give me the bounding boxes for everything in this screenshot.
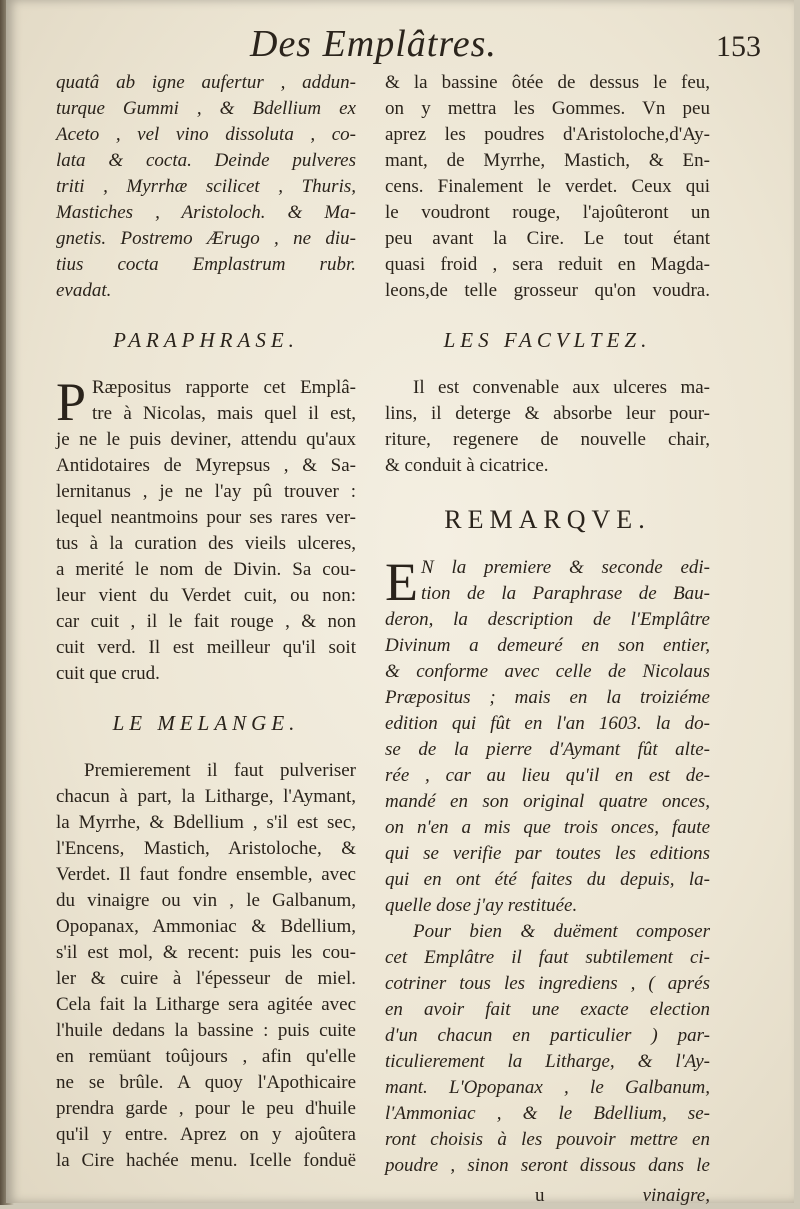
text-line: d'un chacun en particulier ) par- — [385, 1025, 710, 1046]
text-line: lequel neantmoins pour ses rares ver- — [56, 507, 356, 528]
text-line: Pour bien & duëment composer — [413, 921, 710, 942]
text-line: cet Emplâtre il faut subtilement ci- — [385, 947, 710, 968]
text-line: ler & cuire à l'épesseur de miel. — [56, 968, 356, 989]
text-line: quelle dose j'ay restituée. — [385, 895, 578, 916]
text-line: je ne le puis deviner, attendu qu'aux — [56, 429, 356, 450]
text-line: lins, il deterge & absorbe leur pour- — [385, 403, 710, 424]
text-line: & la bassine ôtée de dessus le feu, — [385, 72, 710, 93]
text-line: Mastiches , Aristoloch. & Ma- — [56, 202, 356, 223]
text-line: Opopanax, Ammoniac & Bdellium, — [56, 916, 356, 937]
text-line: ne se brûle. A quoy l'Apothicaire — [56, 1072, 356, 1093]
text-line: qui se verifie par toutes les editions — [385, 843, 710, 864]
text-line: on n'en a mis que trois onces, faute — [385, 817, 710, 838]
text-line: deron, la description de l'Emplâtre — [385, 609, 710, 630]
text-line: Aceto , vel vino dissoluta , co- — [56, 124, 356, 145]
text-line: prendra garde , pour le peu d'huile — [56, 1098, 356, 1119]
text-line: Premierement il faut pulveriser — [84, 760, 356, 781]
text-line: qui en ont été faites du depuis, la- — [385, 869, 710, 890]
text-line: evadat. — [56, 280, 112, 301]
text-line: quasi froid , sera reduit en Magda- — [385, 254, 710, 275]
page-footer — [385, 1183, 710, 1209]
paraphrase-body — [56, 427, 356, 687]
text-line: rée , car au lieu qu'il en est de- — [385, 765, 710, 786]
text-line: lata & cocta. Deinde pulveres — [56, 150, 356, 171]
page-number: 153 — [716, 30, 761, 63]
text-line: chacun à part, la Litharge, l'Aymant, — [56, 786, 356, 807]
text-line: car cuit , il le fait rouge , & non — [56, 611, 356, 632]
text-line: le voudront rouge, l'ajoûteront un — [385, 202, 710, 223]
text-line: a merité le nom de Divin. Sa cou- — [56, 559, 356, 580]
text-line: la Cire hachée menu. Icelle fonduë — [56, 1150, 356, 1171]
text-line: Divinum a demeuré en son entier, — [385, 635, 710, 656]
text-line: N la premiere & seconde edi- — [421, 557, 710, 578]
paraphrase-section — [56, 372, 356, 687]
facultez-heading: LES FACVLTEZ. — [443, 328, 652, 352]
text-line: tre à Nicolas, mais quel il est, — [92, 403, 356, 424]
text-line: leur vient du Verdet cuit, ou non: — [56, 585, 356, 606]
remarque-section — [385, 552, 710, 919]
text-line: leons,de telle grosseur qu'on voudra. — [385, 280, 710, 301]
text-line: on y mettra les Gommes. Vn peu — [385, 98, 710, 119]
paraphrase-heading: PARAPHRASE. — [113, 328, 299, 352]
text-line: tion de la Paraphrase de Bau- — [421, 583, 710, 604]
remarque-first-lines — [385, 552, 710, 612]
text-line: ticulierement la Litharge, & l'Ay- — [385, 1051, 710, 1072]
text-line: Præpositus ; mais en la troiziéme — [385, 687, 710, 708]
text-line: turque Gummi , & Bdellium ex — [56, 98, 356, 119]
text-line: qu'il y entre. Aprez on y ajoûtera — [56, 1124, 356, 1145]
text-line: mant, de Myrrhe, Mastich, & En- — [385, 150, 710, 171]
remarque-drop-cap: E — [385, 552, 418, 612]
melange-heading: LE MELANGE. — [112, 711, 300, 735]
text-line: la Myrrhe, & Bdellium , s'il est sec, — [56, 812, 356, 833]
text-line: en avoir fait une exacte election — [385, 999, 710, 1020]
text-line: lernitanus , je ne l'ay pû trouver : — [56, 481, 356, 502]
text-line: l'Encens, Mastich, Aristoloche, & — [56, 838, 356, 859]
text-line: l'huile dedans la bassine : puis cuite — [56, 1020, 356, 1041]
text-line: en remüant toûjours , afin qu'elle — [56, 1046, 356, 1067]
text-line: du vinaigre ou vin , le Galbanum, — [56, 890, 356, 911]
text-line: Ræpositus rapporte cet Emplâ- — [92, 377, 356, 398]
text-line: mandé en son original quatre onces, — [385, 791, 710, 812]
text-line: aprez les poudres d'Aristoloche,d'Ay- — [385, 124, 710, 145]
pour-bien-paragraph — [385, 919, 710, 1179]
text-line: & conforme avec celle de Nicolaus — [385, 661, 710, 682]
facultez-body — [385, 375, 710, 479]
text-line: riture, regenere de nouvelle chair, — [385, 429, 710, 450]
text-line: peu avant la Cire. Le tout étant — [385, 228, 710, 249]
text-line: ront choisis à les pouvoir mettre en — [385, 1129, 710, 1150]
text-line: cuit verd. Il est meilleur qu'il soit — [56, 637, 356, 658]
text-line: l'Ammoniac , & le Bdellium, se- — [385, 1103, 710, 1124]
text-line: quatâ ab igne aufertur , addun- — [56, 72, 356, 93]
running-title: Des Emplâtres. — [250, 23, 497, 65]
melange-body — [56, 758, 356, 1174]
right-column — [385, 70, 710, 1209]
text-line: Cela fait la Litharge sera agitée avec — [56, 994, 356, 1015]
text-line: se de la pierre d'Aymant fût alte- — [385, 739, 710, 760]
text-line: s'il est mol, & recent: puis les cou- — [56, 942, 356, 963]
text-line: Verdet. Il faut fondre ensemble, avec — [56, 864, 356, 885]
text-line: & conduit à cicatrice. — [385, 455, 549, 476]
left-column — [56, 70, 356, 1174]
text-line: gnetis. Postremo Ærugo , ne diu- — [56, 228, 356, 249]
paraphrase-drop-cap: P — [56, 372, 87, 432]
text-line: cuit que crud. — [56, 663, 160, 684]
latin-passage — [56, 70, 356, 304]
remarque-body — [385, 607, 710, 919]
catchword: vinaigre, — [642, 1185, 710, 1206]
text-line: Il est convenable aux ulceres ma- — [413, 377, 710, 398]
paraphrase-first-lines — [56, 372, 356, 432]
text-line: cens. Finalement le verdet. Ceux qui — [385, 176, 710, 197]
text-line: tus à la curation des vieils ulceres, — [56, 533, 356, 554]
text-line: mant. L'Opopanax , le Galbanum, — [385, 1077, 710, 1098]
melange-continuation — [385, 70, 710, 304]
signature-mark: u — [535, 1185, 545, 1206]
text-line: triti , Myrrhæ scilicet , Thuris, — [56, 176, 356, 197]
text-line: tius cocta Emplastrum rubr. — [56, 254, 356, 275]
remarque-heading: REMARQVE. — [444, 505, 651, 534]
text-line: cotriner tous les ingrediens , ( aprés — [385, 973, 710, 994]
text-line: edition qui fût en l'an 1603. la do- — [385, 713, 710, 734]
text-line: Antidotaires de Myrepsus , & Sa- — [56, 455, 356, 476]
text-line: poudre , sinon seront dissous dans le — [385, 1155, 710, 1176]
